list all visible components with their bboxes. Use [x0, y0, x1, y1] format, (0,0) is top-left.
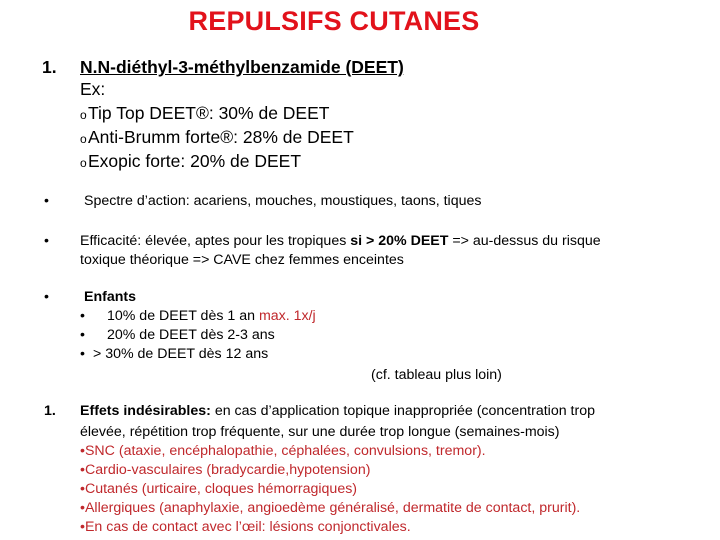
enfants-note: (cf. tableau plus loin): [371, 367, 502, 383]
bullet-icon: •: [44, 193, 49, 209]
enfants-item-text: > 30% de DEET dès 12 ans: [92, 346, 269, 362]
side-effect-item: •Cardio-vasculaires (bradycardie,hypotension): [80, 462, 371, 478]
example-item: [80, 102, 329, 126]
spectre-text: Spectre d’action: acariens, mouches, moustiques, taons, tiques: [84, 193, 482, 209]
page-title: REPULSIFS CUTANES: [188, 6, 480, 36]
efficacite-threshold: si > 20% DEET: [350, 233, 449, 249]
bullet-icon: •: [44, 233, 49, 249]
ex-label: Ex:: [80, 79, 106, 99]
enfants-item: [80, 307, 316, 326]
bullet-icon: •: [44, 289, 49, 305]
section2-number: 1.: [44, 403, 56, 419]
bullet-icon: •: [80, 308, 85, 324]
circle-bullet-icon: o: [80, 156, 87, 170]
side-effect-item: •SNC (ataxie, encéphalopathie, céphalées, convulsions, tremor).: [80, 443, 486, 459]
example-text: Tip Top DEET®: 30% de DEET: [88, 103, 330, 123]
example-text: Anti-Brumm forte®: 28% de DEET: [88, 127, 354, 147]
section2-intro-text: en cas d’application topique inappropriée (concentration trop: [210, 403, 595, 419]
section2-intro-line1: [80, 402, 595, 421]
bullet-icon: •: [80, 346, 85, 362]
side-effect-item: •En cas de contact avec l’œil: lésions conjonctivales.: [80, 519, 411, 535]
example-text: Exopic forte: 20% de DEET: [88, 151, 302, 171]
section1-heading: N.N-diéthyl-3-méthylbenzamide (DEET): [80, 57, 404, 77]
enfants-item: [80, 326, 275, 345]
example-item: [80, 126, 354, 150]
example-item: [80, 150, 301, 174]
enfants-item-text: 20% de DEET dès 2-3 ans: [106, 327, 275, 343]
circle-bullet-icon: o: [80, 132, 87, 146]
enfants-item: [80, 345, 268, 364]
efficacite-text: Efficacité: élevée, aptes pour les tropiques: [80, 233, 351, 249]
side-effect-item: •Cutanés (urticaire, cloques hémorragiques): [80, 481, 358, 497]
circle-bullet-icon: o: [80, 108, 87, 122]
efficacite-line2: toxique théorique => CAVE chez femmes enceintes: [80, 252, 404, 268]
side-effect-item: •Allergiques (anaphylaxie, angioedème généralisé, dermatite de contact, prurit).: [80, 500, 581, 516]
enfants-label: Enfants: [84, 289, 137, 305]
efficacite-line1: [80, 232, 601, 251]
efficacite-text-end: => au-dessus du risque: [448, 233, 601, 249]
section1-number: 1.: [42, 57, 57, 77]
enfants-item-text: 10% de DEET dès 1 an: [106, 308, 259, 324]
section2-intro-line2: élevée, répétition trop fréquente, sur une durée trop longue (semaines-mois): [80, 424, 560, 440]
enfants-item-highlight: max. 1x/j: [258, 308, 316, 324]
bullet-icon: •: [80, 327, 85, 343]
section2-label: Effets indésirables:: [80, 403, 211, 419]
